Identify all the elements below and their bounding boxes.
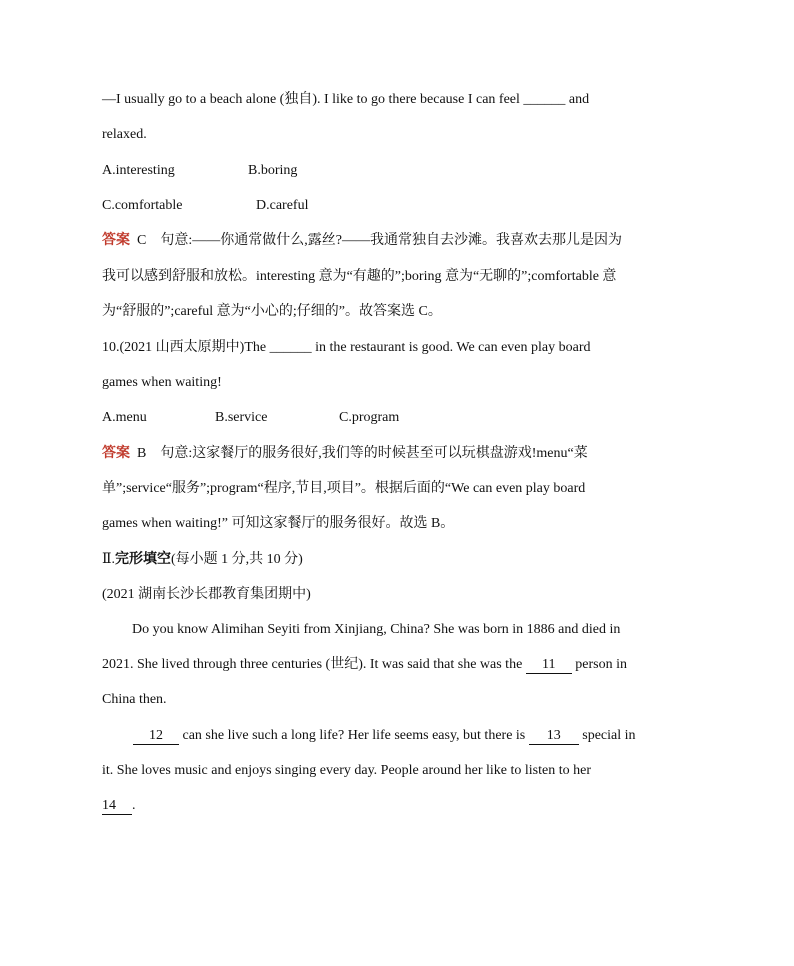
q10-stem-line1: 10.(2021 山西太原期中)The ______ in the restaurant is good. We can even play board xyxy=(102,340,591,355)
q10-stem-line2: games when waiting! xyxy=(102,375,222,390)
q9-explanation-line3: 为“舒服的”;careful 意为“小心的;仔细的”。故答案选 C。 xyxy=(102,304,442,319)
q9-answer-line1 xyxy=(102,231,702,251)
passage-p2-line1 xyxy=(133,726,693,746)
q10-options-row xyxy=(102,408,702,428)
passage-text: . xyxy=(132,798,136,813)
answer-label: 答案 xyxy=(102,446,130,461)
answer-letter: C xyxy=(137,233,147,248)
q9-option-a: A.interesting xyxy=(102,163,175,178)
passage-p1-line3: China then. xyxy=(102,692,167,707)
blank-11[interactable]: 11 xyxy=(526,657,572,674)
q10-option-b: B.service xyxy=(215,410,268,425)
section-title: 完形填空 xyxy=(115,552,172,567)
passage-p1-line1: Do you know Alimihan Seyiti from Xinjiang, China? She was born in 1886 and died in xyxy=(132,622,621,637)
blank-14[interactable]: 14 xyxy=(102,798,132,815)
section-note: (每小题 1 分,共 10 分) xyxy=(171,552,303,567)
q10-option-c: C.program xyxy=(339,410,400,425)
answer-letter: B xyxy=(137,446,147,461)
section-heading xyxy=(102,550,702,570)
passage-text: person in xyxy=(575,657,628,672)
passage-text: 2021. She lived through three centuries (世纪). It was said that she was the xyxy=(102,657,523,672)
blank-12[interactable]: 12 xyxy=(133,728,179,745)
passage-text: can she live such a long life? Her life seems easy, but there is xyxy=(182,728,526,743)
explanation-text: 句意:这家餐厅的服务很好,我们等的时候甚至可以玩棋盘游戏!menu“菜 xyxy=(160,446,588,461)
passage-source: (2021 湖南长沙长郡教育集团期中) xyxy=(102,587,311,602)
q9-explanation-line2: 我可以感到舒服和放松。interesting 意为“有趣的”;boring 意为“无聊的”;comfortable 意 xyxy=(102,269,617,284)
section-numeral: Ⅱ. xyxy=(102,552,116,567)
q9-option-b: B.boring xyxy=(248,163,298,178)
q10-answer-line1 xyxy=(102,444,702,464)
q9-stem-line1: —I usually go to a beach alone (独自). I like to go there because I can feel ______ and xyxy=(102,92,590,107)
q9-option-d: D.careful xyxy=(256,198,309,213)
q9-option-c: C.comfortable xyxy=(102,198,183,213)
answer-label: 答案 xyxy=(102,233,130,248)
q9-options-row1 xyxy=(102,161,702,181)
q9-options-row2 xyxy=(102,196,702,216)
q9-stem-line2: relaxed. xyxy=(102,127,147,142)
blank-13[interactable]: 13 xyxy=(529,728,579,745)
passage-p2-line3 xyxy=(102,796,702,816)
passage-p2-line2: it. She loves music and enjoys singing every day. People around her like to listen to her xyxy=(102,763,591,778)
q10-explanation-line3: games when waiting!” 可知这家餐厅的服务很好。故选 B。 xyxy=(102,516,455,531)
q10-explanation-line2: 单”;service“服务”;program“程序,节目,项目”。根据后面的“We can even play board xyxy=(102,481,586,496)
passage-p1-line2 xyxy=(102,655,702,675)
explanation-text: 句意:——你通常做什么,露丝?——我通常独自去沙滩。我喜欢去那儿是因为 xyxy=(160,233,622,248)
passage-text: special in xyxy=(582,728,636,743)
q10-option-a: A.menu xyxy=(102,410,147,425)
